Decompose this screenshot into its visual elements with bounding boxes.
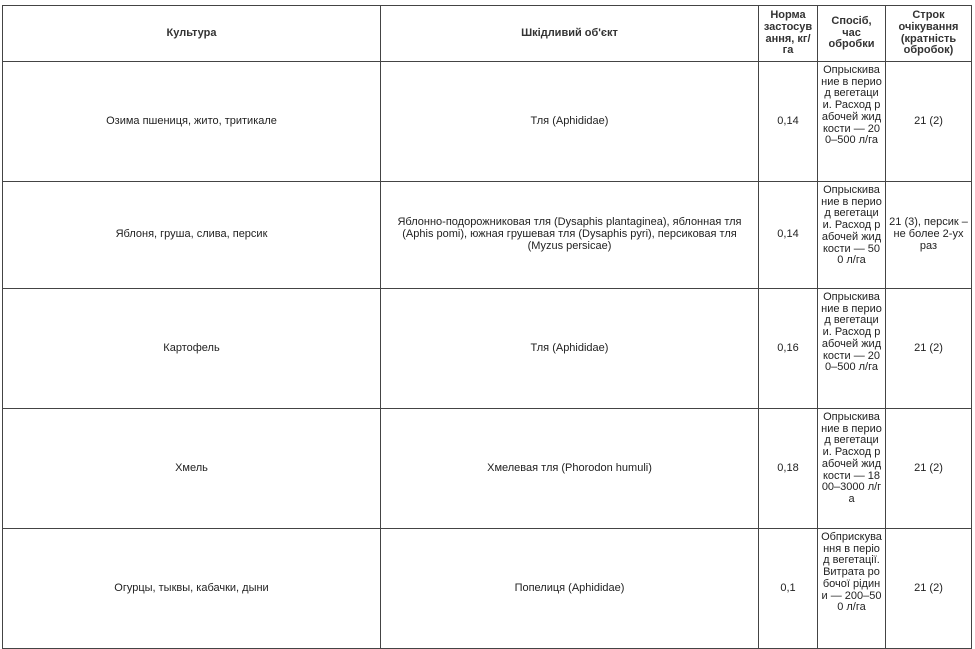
cell-rate: 0,14 [759, 62, 818, 182]
cell-rate: 0,18 [759, 409, 818, 529]
cell-period: 21 (2) [886, 289, 972, 409]
cell-crop: Хмель [3, 409, 381, 529]
cell-period: 21 (2) [886, 409, 972, 529]
cell-crop: Озима пшениця, жито, тритикале [3, 62, 381, 182]
header-crop: Культура [3, 6, 381, 62]
table-row [3, 409, 972, 529]
cell-pest: Яблонно-подорожниковая тля (Dysaphis plantaginea), яблонная тля (Aphis pomi), южная грушевая тля (Dysaphis pyri), персиковая тля (Myzus persicae) [381, 182, 759, 289]
table-row [3, 529, 972, 649]
header-rate: Норма застосування, кг/га [759, 6, 818, 62]
cell-crop: Огурцы, тыквы, кабачки, дыни [3, 529, 381, 649]
cell-period: 21 (3), персик – не более 2-ух раз [886, 182, 972, 289]
pesticide-application-table [2, 5, 972, 649]
cell-method: Опрыскивание в период вегетации. Расход рабочей жидкости — 500 л/га [818, 182, 886, 289]
cell-rate: 0,14 [759, 182, 818, 289]
cell-pest: Тля (Aphididae) [381, 62, 759, 182]
cell-method: Опрыскивание в период вегетации. Расход рабочей жидкости — 1800–3000 л/га [818, 409, 886, 529]
cell-period: 21 (2) [886, 62, 972, 182]
cell-rate: 0,16 [759, 289, 818, 409]
cell-method: Опрыскивание в период вегетации. Расход рабочей жидкости — 200–500 л/га [818, 289, 886, 409]
table-row [3, 289, 972, 409]
pesticide-table-container [2, 5, 972, 649]
cell-pest: Тля (Aphididae) [381, 289, 759, 409]
cell-method: Опрыскивание в период вегетации. Расход рабочей жидкости — 200–500 л/га [818, 62, 886, 182]
cell-pest: Попелиця (Aphididae) [381, 529, 759, 649]
header-period: Строк очікування (кратність обробок) [886, 6, 972, 62]
table-row [3, 182, 972, 289]
cell-period: 21 (2) [886, 529, 972, 649]
table-row [3, 62, 972, 182]
cell-method: Обприскування в період вегетації. Витрата робочої рідини — 200–500 л/га [818, 529, 886, 649]
cell-rate: 0,1 [759, 529, 818, 649]
header-row [3, 6, 972, 62]
cell-pest: Хмелевая тля (Phorodon humuli) [381, 409, 759, 529]
cell-crop: Яблоня, груша, слива, персик [3, 182, 381, 289]
header-method: Спосіб, час обробки [818, 6, 886, 62]
cell-crop: Картофель [3, 289, 381, 409]
header-pest: Шкідливий об'єкт [381, 6, 759, 62]
